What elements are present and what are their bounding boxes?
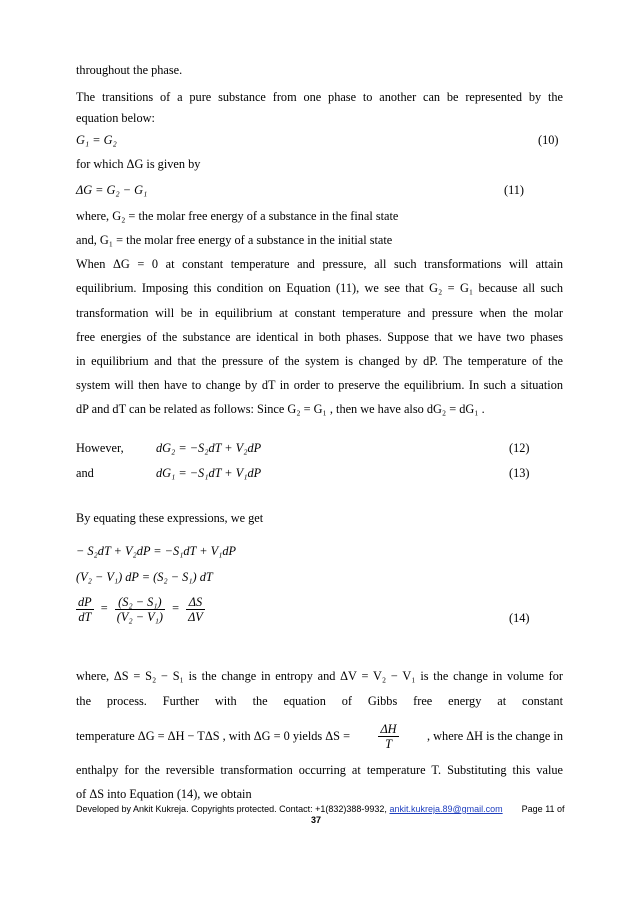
text-line: enthalpy for the reversible transformation occurring at temperature T. Substituting this value xyxy=(76,763,563,777)
text-label: and xyxy=(76,466,94,480)
fraction-numerator: ΔH xyxy=(380,722,397,736)
text-line: throughout the phase. xyxy=(76,63,183,77)
text-line: The transitions of a pure substance from one phase to another can be represented by the xyxy=(76,90,563,104)
text-line: in equilibrium and that the pressure of the system is changed by dP. The temperature of the xyxy=(76,354,563,368)
equation-number-13: (13) xyxy=(509,466,530,480)
fraction-denominator: dT xyxy=(78,610,92,624)
text-line-with-fraction xyxy=(76,722,563,751)
fraction-numerator: ΔS xyxy=(186,595,205,610)
text-segment: temperature ΔG = ΔH − TΔS , with ΔG = 0 yields ΔS = xyxy=(76,729,351,743)
fraction-delta-h-over-t xyxy=(378,722,398,751)
text-line: the process. Further with the equation of Gibbs free energy at constant xyxy=(76,694,563,708)
equation-14: $\frac{dP}{dT}$ = $\frac{\text{(S₂ − S₁)}}{\text{(V₂ − V₁)}}$ = $\frac{\Delta S}{\Delta V}$ xyxy=(78,595,203,624)
text-segment: , where ΔH is the change in xyxy=(427,729,563,743)
page-footer xyxy=(76,804,566,815)
equation-10: G₁ = G₂ xyxy=(76,133,117,147)
text-line: for which ΔG is given by xyxy=(76,157,201,171)
fraction-s-over-v xyxy=(115,595,165,624)
text-line: dP and dT can be related as follows: Since G₂ = G₁ , then we have also dG₂ = dG₁ . xyxy=(76,402,485,416)
footer-page-label: Page 11 of xyxy=(521,804,565,814)
text-line: and, G₁ = the molar free energy of a substance in the initial state xyxy=(76,233,393,247)
text-label: However, xyxy=(76,441,124,455)
footer-email-link[interactable]: ankit.kukreja.89@gmail.com xyxy=(389,804,503,814)
fraction-denominator: ΔV xyxy=(188,610,203,624)
equation-equated: − S₂dT + V₂dP = −S₁dT + V₁dP xyxy=(76,544,237,558)
text-line: where, ΔS = S₂ − S₁ is the change in entropy and ΔV = V₂ − V₁ is the change in volume for xyxy=(76,669,563,683)
fraction-denominator: T xyxy=(385,737,392,751)
text-line: where, G₂ = the molar free energy of a substance in the final state xyxy=(76,209,399,223)
footer-page-total: 37 xyxy=(311,815,322,825)
fraction-numerator: dP xyxy=(78,595,92,609)
fraction-numerator: (S₂ − S₁) xyxy=(115,595,165,610)
fraction-dp-dt xyxy=(76,595,94,624)
footer-text: Developed by Ankit Kukreja. Copyrights protected. Contact: +1(832)388-9932, xyxy=(76,804,387,814)
equation-number-14: (14) xyxy=(509,611,530,625)
text-line: By equating these expressions, we get xyxy=(76,511,264,525)
equation-number-10: (10) xyxy=(538,133,559,147)
text-line: free energies of the substance are identical in both phases. Suppose that we have two phases xyxy=(76,330,563,344)
equation-number-12: (12) xyxy=(509,441,530,455)
fraction-denominator: (V₂ − V₁) xyxy=(116,610,163,624)
text-line: equilibrium. Imposing this condition on Equation (11), we see that G₂ = G₁ because all such xyxy=(76,281,563,295)
fraction-delta-s-over-delta-v xyxy=(186,595,205,624)
text-line: transformation will be in equilibrium at constant temperature and pressure when the molar xyxy=(76,306,563,320)
text-line: of ΔS into Equation (14), we obtain xyxy=(76,787,252,801)
equation-rearranged: (V₂ − V₁) dP = (S₂ − S₁) dT xyxy=(76,570,213,584)
equation-13: dG₁ = −S₁dT + V₁dP xyxy=(156,466,262,480)
text-line: equation below: xyxy=(76,111,155,125)
text-line: system will then have to change by dT in order to preserve the equilibrium. In such a situation xyxy=(76,378,563,392)
equation-11: ΔG = G₂ − G₁ xyxy=(76,183,148,197)
equation-number-11: (11) xyxy=(504,183,525,197)
text-line: When ΔG = 0 at constant temperature and pressure, all such transformations will attain xyxy=(76,257,563,271)
equation-12: dG₂ = −S₂dT + V₂dP xyxy=(156,441,262,455)
